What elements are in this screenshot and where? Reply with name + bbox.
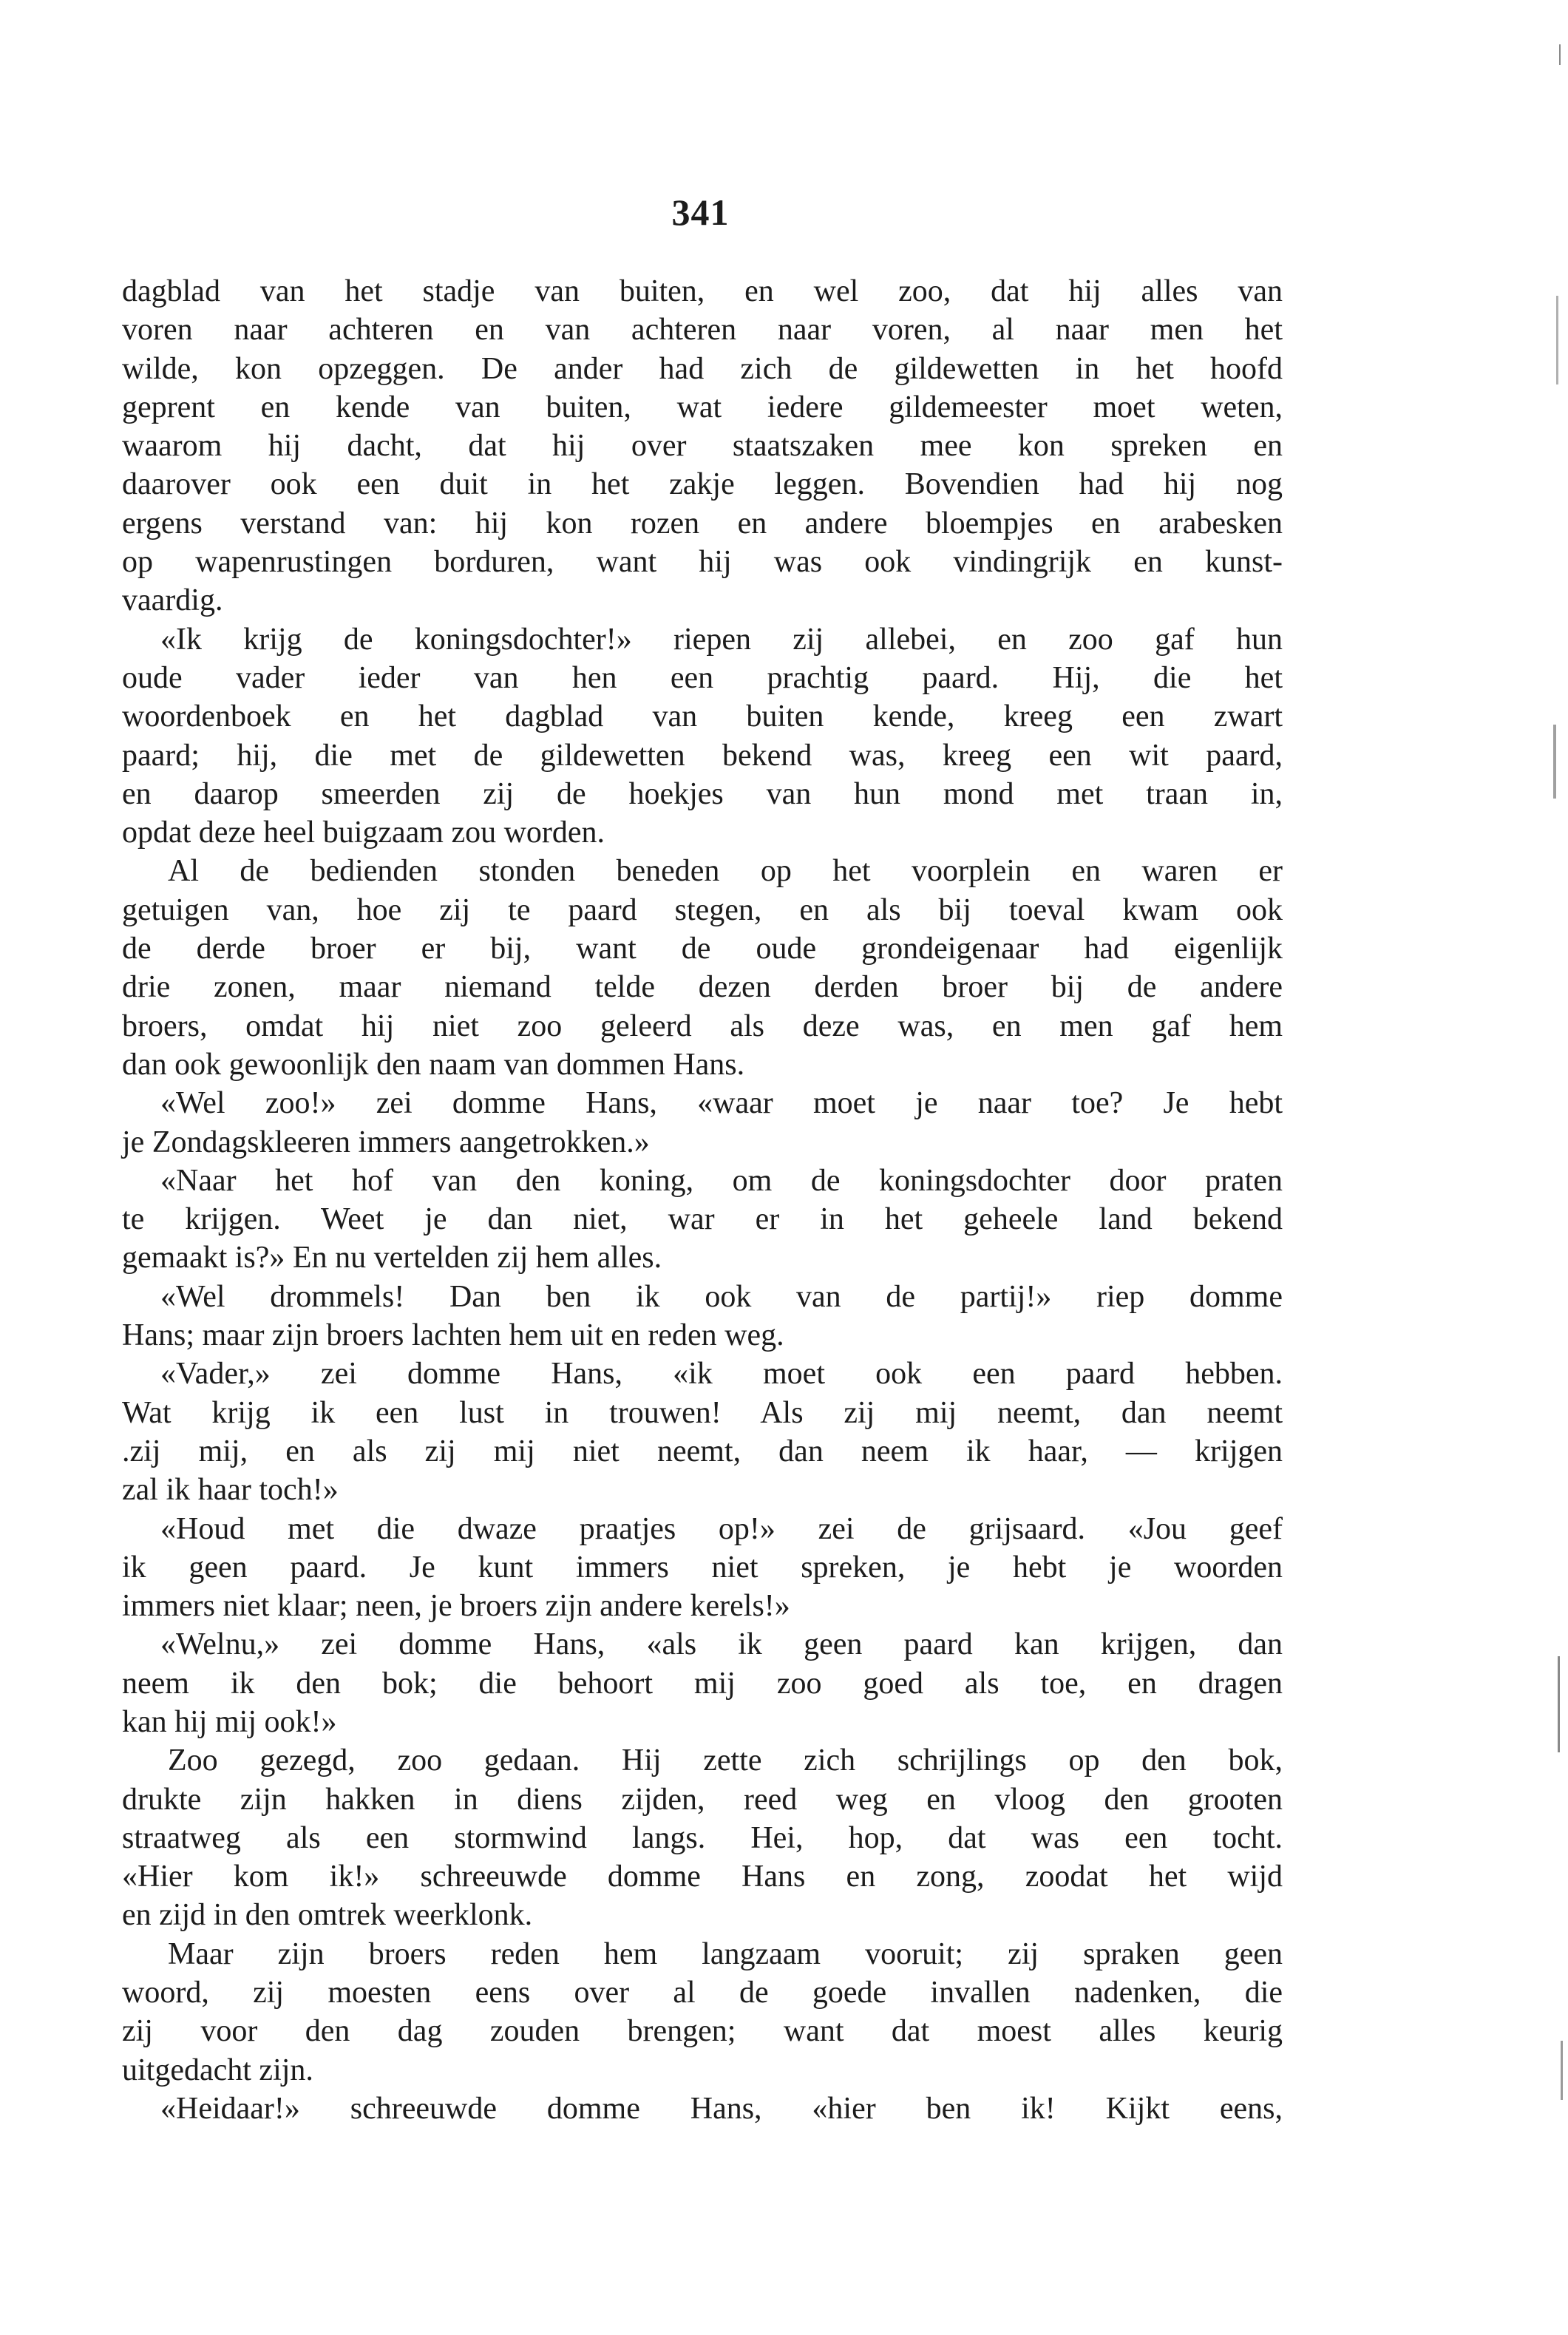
body-text [122,272,1283,2128]
text-line: geprent en kende van buiten, wat iedere gildemeester moet weten, [122,390,1283,424]
text-line: voren naar achteren en van achteren naar voren, al naar men het [122,313,1283,348]
text-line: .zij mij, en als zij mij niet neemt, dan neem ik haar, — krijgen [122,1434,1283,1468]
text-line: «Wel zoo!» zei domme Hans, «waar moet je naar toe? Je hebt [160,1086,1283,1121]
text-line: waarom hij dacht, dat hij over staatszaken mee kon spreken en [122,429,1283,464]
text-line: te krijgen. Weet je dan niet, war er in het geheele land bekend [122,1202,1283,1237]
text-line: neem ik den bok; die behoort mij zoo goed als toe, en dragen [122,1666,1283,1701]
text-line: wilde, kon opzeggen. De ander had zich de gildewetten in het hoofd [122,351,1283,386]
scan-mark [1559,44,1561,65]
text-line: Zoo gezegd, zoo gedaan. Hij zette zich schrijlings op den bok, [168,1743,1283,1778]
text-line: de derde broer er bij, want de oude grondeigenaar had eigenlijk [122,932,1283,966]
text-line: zal ik haar toch!» [122,1473,339,1508]
text-line: «Ik krijg de koningsdochter!» riepen zij allebei, en zoo gaf hun [160,622,1283,657]
text-line: zij voor den dag zouden brengen; want dat moest alles keurig [122,2014,1283,2049]
text-line: en daarop smeerden zij de hoekjes van hun mond met traan in, [122,776,1283,811]
text-line: straatweg als een stormwind langs. Hei, hop, dat was een tocht. [122,1820,1283,1855]
scan-mark [1556,296,1558,384]
text-line: je Zondagskleeren immers aangetrokken.» [122,1125,650,1159]
text-line: kan hij mij ook!» [122,1704,337,1739]
text-line: broers, omdat hij niet zoo geleerd als deze was, en men gaf hem [122,1009,1283,1043]
text-line: woordenboek en het dagblad van buiten kende, kreeg een zwart [122,699,1283,734]
text-line: ergens verstand van: hij kon rozen en andere bloempjes en arabesken [122,506,1283,540]
text-line: «Houd met die dwaze praatjes op!» zei de grijsaard. «Jou geef [160,1511,1283,1546]
text-line: en zijd in den omtrek weerklonk. [122,1898,533,1933]
text-line: op wapenrustingen borduren, want hij was ook vindingrijk en kunst- [122,545,1283,580]
text-line: dan ook gewoonlijk den naam van dommen Hans. [122,1047,745,1082]
text-line: Wat krijg ik een lust in trouwen! Als zij mij neemt, dan neemt [122,1395,1283,1430]
scan-mark [1561,2041,1563,2100]
text-line: vaardig. [122,583,223,618]
text-line: oude vader ieder van hen een prachtig paard. Hij, die het [122,660,1283,695]
text-line: «Heidaar!» schreeuwde domme Hans, «hier ben ik! Kijkt eens, [160,2091,1283,2126]
text-line: «Hier kom ik!» schreeuwde domme Hans en zong, zoodat het wijd [122,1860,1283,1894]
scan-mark [1558,1656,1560,1752]
text-line: uitgedacht zijn. [122,2053,313,2087]
text-line: Maar zijn broers reden hem langzaam vooruit; zij spraken geen [168,1936,1283,1971]
text-line: opdat deze heel buigzaam zou worden. [122,816,605,850]
text-line: Al de bedienden stonden beneden op het voorplein en waren er [168,854,1283,889]
text-line: daarover ook een duit in het zakje leggen. Bovendien had hij nog [122,467,1283,502]
text-line: Hans; maar zijn broers lachten hem uit en reden weg. [122,1318,784,1353]
text-line: gemaakt is?» En nu vertelden zij hem alles. [122,1241,662,1275]
text-line: «Welnu,» zei domme Hans, «als ik geen paard kan krijgen, dan [160,1627,1283,1662]
scan-mark [1553,725,1556,799]
text-line: immers niet klaar; neen, je broers zijn andere kerels!» [122,1589,790,1624]
text-line: drie zonen, maar niemand telde dezen derden broer bij de andere [122,970,1283,1005]
text-line: getuigen van, hoe zij te paard stegen, en als bij toeval kwam ook [122,892,1283,927]
text-line: paard; hij, die met de gildewetten bekend was, kreeg een wit paard, [122,738,1283,773]
text-line: «Naar het hof van den koning, om de koningsdochter door praten [160,1163,1283,1198]
text-line: drukte zijn hakken in diens zijden, reed weg en vloog den grooten [122,1782,1283,1817]
text-line: dagblad van het stadje van buiten, en wel zoo, dat hij alles van [122,274,1283,308]
text-line: «Vader,» zei domme Hans, «ik moet ook een paard hebben. [160,1357,1283,1392]
page-number: 341 [671,192,730,233]
text-line: ik geen paard. Je kunt immers niet spreken, je hebt je woorden [122,1550,1283,1585]
text-line: «Wel drommels! Dan ben ik ook van de partij!» riep domme [160,1279,1283,1314]
text-line: woord, zij moesten eens over al de goede invallen nadenken, die [122,1976,1283,2010]
scan-edge-marks [1531,0,1568,2335]
